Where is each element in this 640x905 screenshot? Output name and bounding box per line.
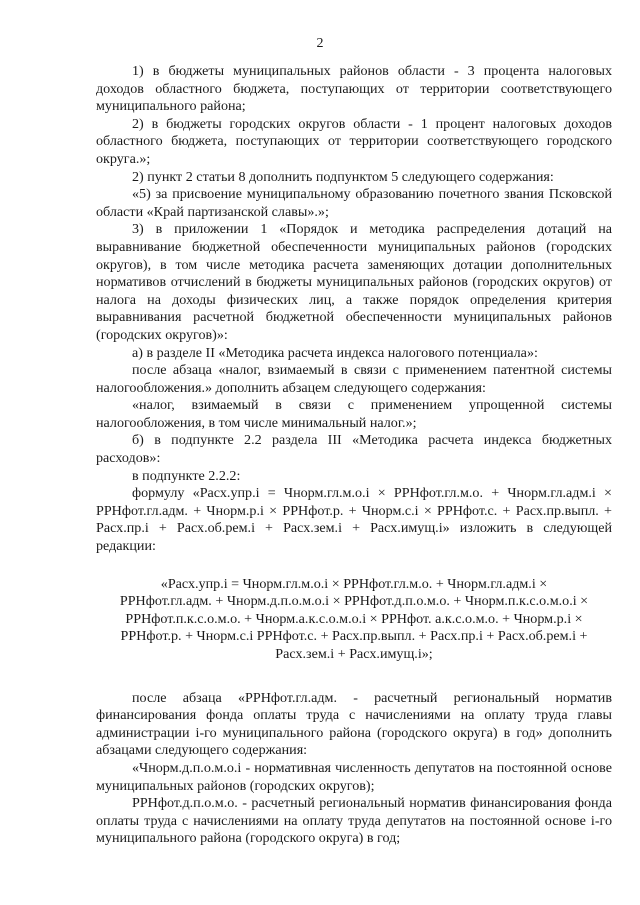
formula-line: РРНфот.п.к.с.о.м.о. + Чнорм.а.к.с.о.м.о.i × РРНфот. а.к.с.о.м.о. + Чнорм.р.i × <box>125 610 583 627</box>
paragraph-10: в подпункте 2.2.2: <box>132 467 241 484</box>
formula-block <box>96 576 612 664</box>
paragraph-8: «налог, взимаемый в связи с применением упрощенной системы налогообложения, в том числе минимальный налог.»; <box>96 397 612 431</box>
paragraph-14: РРНфот.д.п.о.м.о. - расчетный региональный норматив финансирования фонда оплаты труда с начислениями на оплату труда депутатов на постоянной основе i-го муниципального района (городского округа) в год; <box>96 795 612 847</box>
paragraph-1: 1) в бюджеты муниципальных районов области - 3 процента налоговых доходов областного бюджета, поступающих от территории соответствующего муниципального района; <box>96 63 612 115</box>
paragraph-3: 2) пункт 2 статьи 8 дополнить подпунктом 5 следующего содержания: <box>132 168 554 185</box>
paragraph-12: после абзаца «РРНфот.гл.адм. - расчетный региональный норматив финансирования фонда оплаты труда с начислениями на оплату труда главы администрации i-го муниципального района (городского округа) в год» дополнить абзацами следующего содержания: <box>96 689 612 759</box>
paragraph-7: после абзаца «налог, взимаемый в связи с применением патентной системы налогообложения.» дополнить абзацем следующего содержания: <box>96 362 612 396</box>
paragraph-6: а) в разделе II «Методика расчета индекса налогового потенциала»: <box>132 344 538 361</box>
document-body <box>96 63 612 848</box>
paragraph-4: «5) за присвоение муниципальному образованию почетного звания Псковской области «Край партизанской славы».»; <box>96 186 612 220</box>
paragraph-9: б) в подпункте 2.2 раздела III «Методика расчета индекса бюджетных расходов»: <box>96 432 612 467</box>
paragraph-11: формулу «Расх.упр.i = Чнорм.гл.м.о.i × РРНфот.гл.м.о. + Чнорм.гл.адм.i × РРНфот.гл.адм. + Чнорм.р.i × РРНфот.р. + Чнорм.с.i × РРНфот.с. + Расх.пр.выпл. + Расх.пр.i + Расх.об.рем.i + Расх.зем.i + Расх.имущ.i» изложить в следующей редакции: <box>96 485 612 555</box>
formula-line: «Расх.упр.i = Чнорм.гл.м.о.i × РРНфот.гл.м.о. + Чнорм.гл.адм.i × <box>160 575 548 592</box>
formula-line: РРНфот.р. + Чнорм.с.i РРНфот.с. + Расх.пр.выпл. + Расх.пр.i + Расх.об.рем.i + <box>120 628 588 645</box>
paragraph-2: 2) в бюджеты городских округов области - 1 процент налоговых доходов областного бюджета, поступающих от территории соответствующего городского округа.»; <box>96 115 612 167</box>
paragraph-5: 3) в приложении 1 «Порядок и методика распределения дотаций на выравнивание бюджетной обеспеченности муниципальных районов (городских округов), в том числе методика расчета заменяющих дотации дополнительных нормативов отчислений в бюджеты муниципальных районов (городских округов) от налога на доходы физических лиц, а также порядок определения критерия выравнивания расчетной бюджетной обеспеченности муниципальных районов (городских округов)»: <box>96 221 612 343</box>
formula-line: Расх.зем.i + Расх.имущ.i»; <box>275 646 433 662</box>
formula-line: РРНфот.гл.адм. + Чнорм.д.п.о.м.о.i × РРНфот.д.п.о.м.о. + Чнорм.п.к.с.о.м.о.i × <box>119 593 589 610</box>
page-number: 2 <box>316 36 324 51</box>
paragraph-13: «Чнорм.д.п.о.м.о.i - нормативная численность депутатов на постоянной основе муниципальных районов (городских округов); <box>96 759 612 794</box>
